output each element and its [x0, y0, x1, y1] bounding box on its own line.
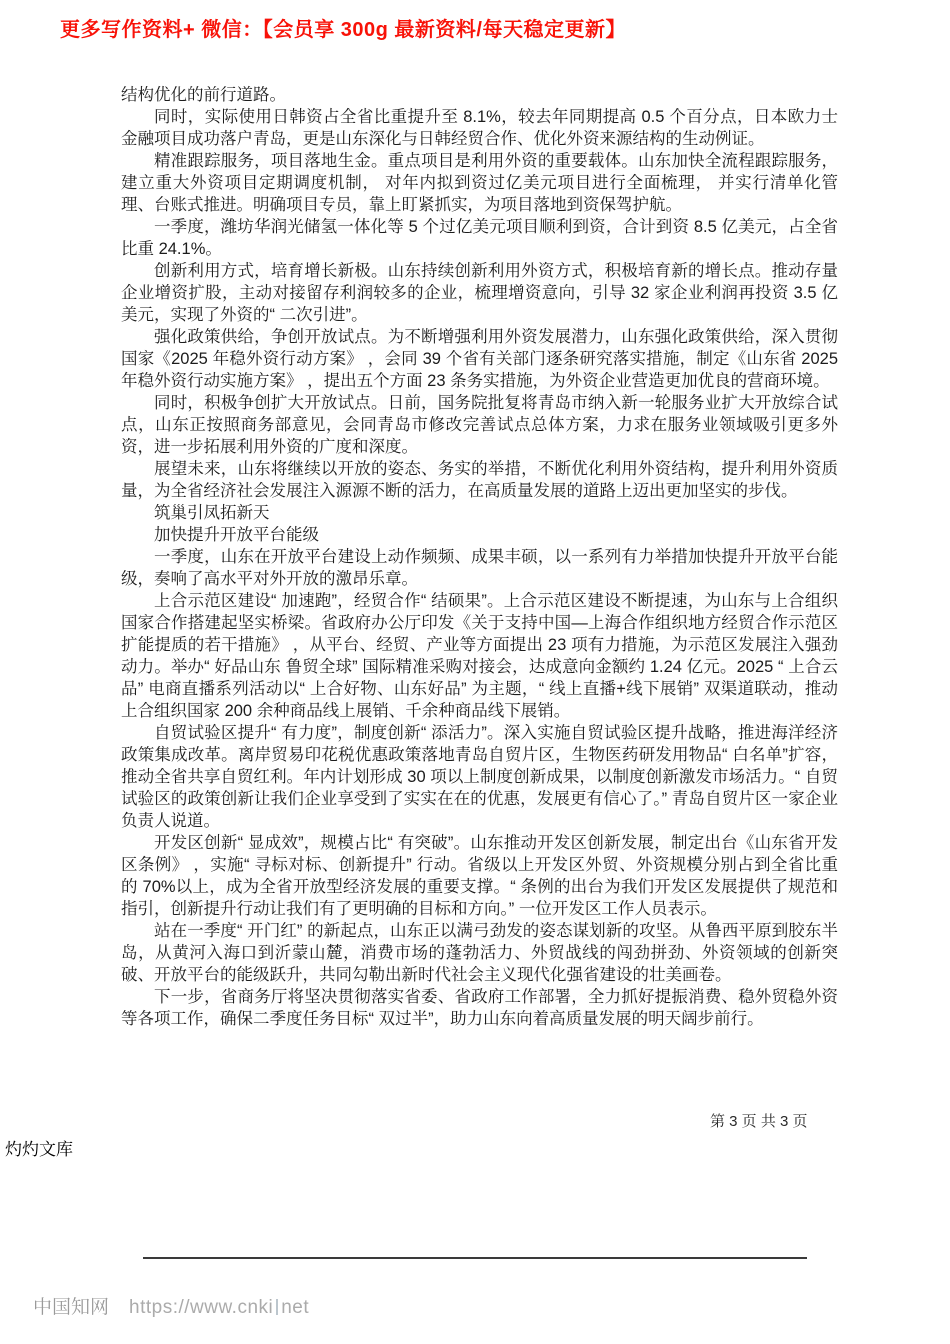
paragraph: 站在一季度“ 开门红” 的新起点，山东正以满弓劲发的姿态谋划新的攻坚。从鲁西平原到胶东半岛，从黄河入海口到沂蒙山麓，消费市场的蓬勃活力、外贸战线的闯劲拼劲、外资领域的创新突破、开放平台的能级跃升，共同勾勒出新时代社会主义现代化强省建设的壮美画卷。 [121, 922, 838, 984]
paragraph: 展望未来，山东将继续以开放的姿态、务实的举措，不断优化利用外资结构，提升利用外资质量，为全省经济社会发展注入源源不断的活力，在高质量发展的道路上迈出更加坚实的步伐。 [121, 460, 838, 500]
footer-divider-rule [143, 1257, 807, 1259]
site-name: 中国知网 [33, 1297, 110, 1318]
paragraph: 结构优化的前行道路。 [121, 86, 286, 104]
paragraph: 创新利用方式，培育增长新极。山东持续创新利用外资方式，积极培育新的增长点。推动存量企业增资扩股，主动对接留存利润较多的企业，梳理增资意向，引导 32 家企业利润再投资 3.5 亿美元，实现了外资的“ 二次引进”。 [121, 262, 838, 324]
paragraph: 上合示范区建设“ 加速跑”，经贸合作“ 结硕果”。上合示范区建设不断提速，为山东与上合组织国家合作搭建起坚实桥梁。省政府办公厅印发《关于支持中国—上海合作组织地方经贸合作示范区扩能提质的若干措施》 ，从平台、经贸、产业等方面提出 23 项有力措施，为示范区发展注入强劲动力。举办“ 好品山东 鲁贸全球” 国际精准采购对接会，达成意向金额约 1.24 亿元。2025 “ 上合云品” 电商直播系列活动以“ 上合好物、山东好品” 为主题，“ 线上直播+线下展销” 双渠道联动，推动上合组织国家 200 余种商品线上展销、千余种商品线下展销。 [121, 592, 838, 720]
library-watermark: 灼灼文库 [5, 1140, 73, 1159]
paragraph: 一季度，山东在开放平台建设上动作频频、成果丰硕，以一系列有力举措加快提升开放平台能级，奏响了高水平对外开放的激昂乐章。 [121, 548, 838, 588]
paragraph: 精准跟踪服务，项目落地生金。重点项目是利用外资的重要载体。山东加快全流程跟踪服务，建立重大外资项目定期调度机制， 对年内拟到资过亿美元项目进行全面梳理， 并实行清单化管理、台账式推进。明确项目专员，靠上盯紧抓实，为项目落地到资保驾护航。 [121, 152, 838, 214]
article-body [121, 84, 838, 1030]
paragraph: 一季度，潍坊华润光储氢一体化等 5 个过亿美元项目顺利到资，合计到资 8.5 亿美元，占全省比重 24.1%。 [121, 218, 838, 258]
paragraph: 下一步，省商务厅将坚决贯彻落实省委、省政府工作部署，全力抓好提振消费、稳外贸稳外资等各项工作，确保二季度任务目标“ 双过半”，助力山东向着高质量发展的明天阔步前行。 [121, 988, 838, 1028]
paragraph: 加快提升开放平台能级 [154, 526, 319, 544]
paragraph: 同时，实际使用日韩资占全省比重提升至 8.1%，较去年同期提高 0.5 个百分点，日本欧力士金融项目成功落户青岛，更是山东深化与日韩经贸合作、优化外资来源结构的生动例证。 [121, 108, 838, 148]
cnki-footer [33, 1292, 309, 1319]
paragraph: 强化政策供给，争创开放试点。为不断增强利用外资发展潜力，山东强化政策供给，深入贯彻国家《2025 年稳外资行动方案》 ，会同 39 个省有关部门逐条研究落实措施，制定《山东省 2025 年稳外资行动实施方案》 ，提出五个方面 23 条务实措施，为外资企业营造更加优良的营商环境。 [121, 328, 838, 390]
promo-header-text: 更多写作资料+ 微信：【会员享 300g 最新资料/每天稳定更新】 [60, 19, 626, 41]
site-url-suffix: net [281, 1297, 310, 1318]
paragraph: 开发区创新“ 显成效”，规模占比“ 有突破”。山东推动开发区创新发展，制定出台《山东省开发区条例》 ，实施“ 寻标对标、创新提升” 行动。省级以上开发区外贸、外资规模分别占到全省比重的 70%以上，成为全省开放型经济发展的重要支撑。“ 条例的出台为我们开发区发展提供了规范和指引，创新提升行动让我们有了更明确的目标和方向。” 一位开发区工作人员表示。 [121, 834, 838, 918]
page-number: 第 3 页 共 3 页 [710, 1113, 808, 1130]
paragraph: 同时，积极争创扩大开放试点。日前，国务院批复将青岛市纳入新一轮服务业扩大开放综合试点，山东正按照商务部意见，会同青岛市修改完善试点总体方案，力求在服务业领域吸引更多外资，进一步拓展利用外资的广度和深度。 [121, 394, 838, 456]
text-caret [276, 1299, 278, 1315]
site-url [129, 1297, 309, 1319]
paragraph: 自贸试验区提升“ 有力度”，制度创新“ 添活力”。深入实施自贸试验区提升战略，推进海洋经济政策集成改革。离岸贸易印花税优惠政策落地青岛自贸片区，生物医药研发用物品“ 白名单”扩容，推动全省共享自贸红利。年内计划形成 30 项以上制度创新成果，以制度创新激发市场活力。“ 自贸试验区的政策创新让我们企业享受到了实实在在的优惠，发展更有信心了。” 青岛自贸片区一家企业负责人说道。 [121, 724, 838, 830]
paragraph: 筑巢引凤拓新天 [154, 504, 270, 522]
site-url-prefix: https://www.cnki [129, 1297, 274, 1318]
